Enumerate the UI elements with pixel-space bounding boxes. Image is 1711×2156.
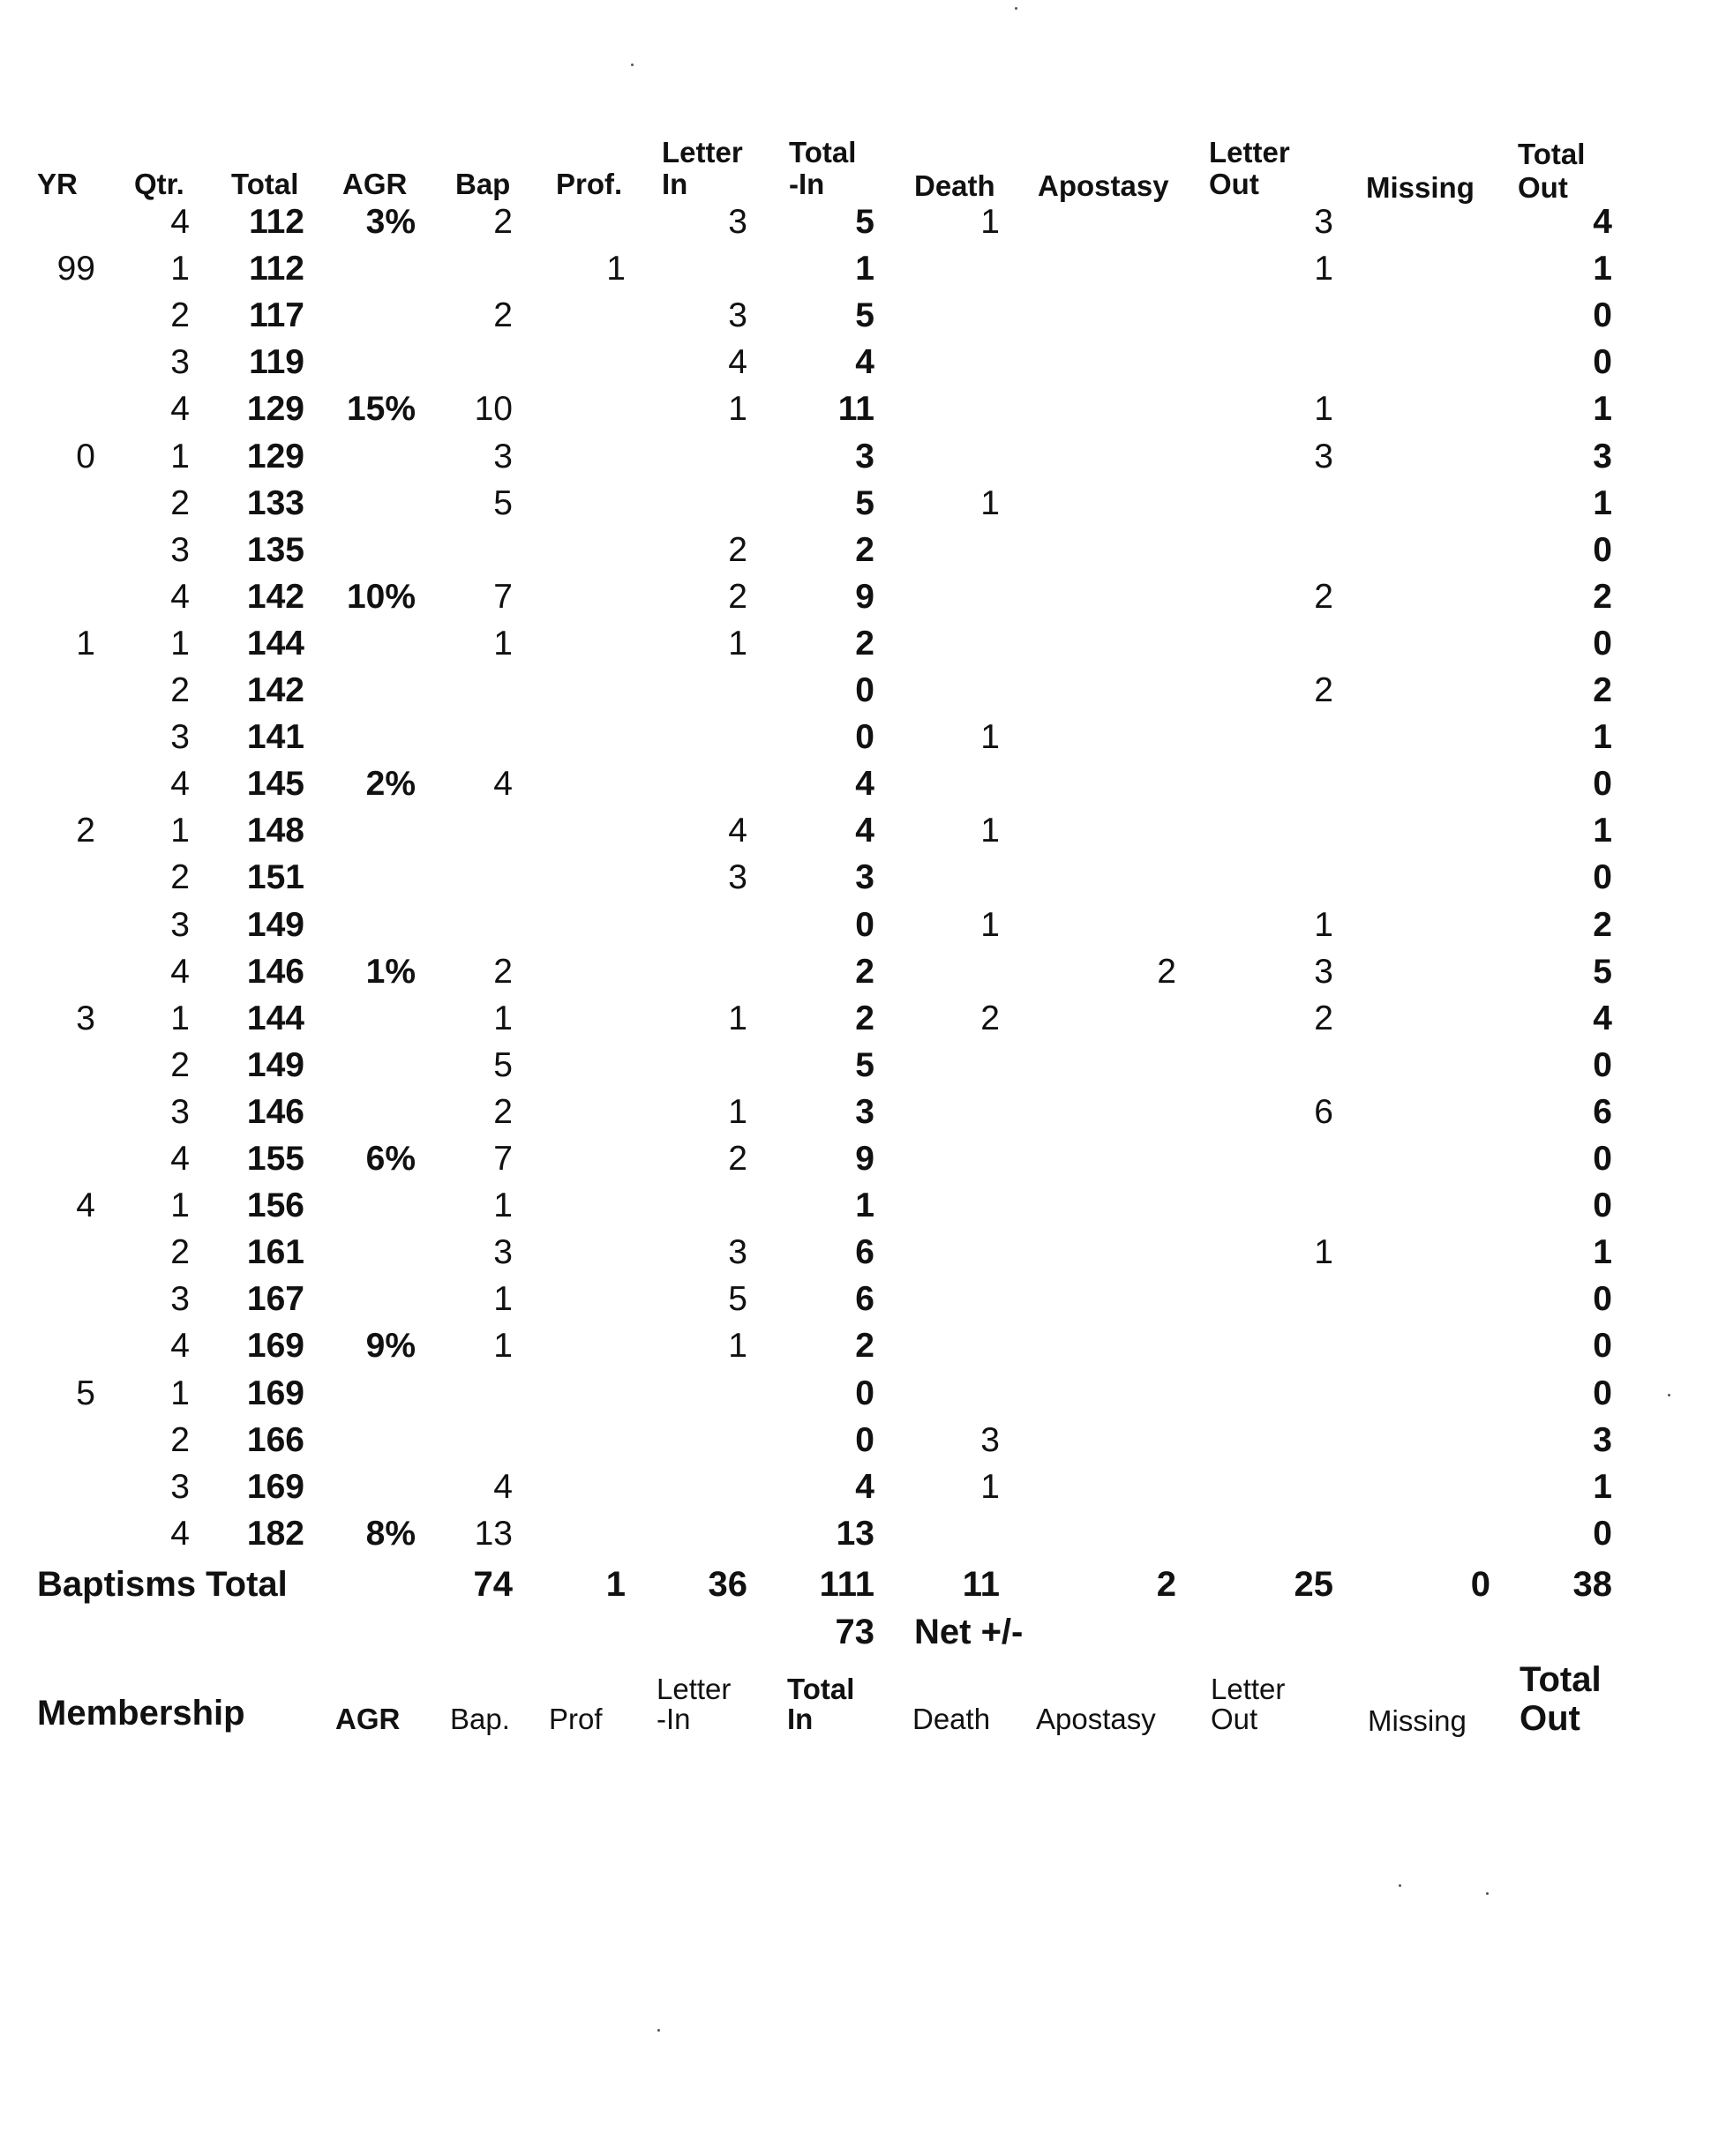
cell-letter-in: 4 — [728, 343, 747, 381]
cell-total-out: 0 — [1593, 1187, 1612, 1224]
cell-total: 129 — [246, 390, 304, 428]
header-agr: AGR — [342, 168, 408, 200]
cell-bap: 3 — [493, 1233, 513, 1271]
cell-total-in: 4 — [855, 812, 874, 850]
cell-qtr: 1 — [170, 812, 190, 850]
cell-qtr: 3 — [170, 718, 190, 756]
cell-qtr: 2 — [170, 1421, 190, 1459]
totals-bap: 74 — [473, 1565, 513, 1604]
cell-agr: 2% — [365, 765, 416, 803]
cell-total: 169 — [246, 1327, 304, 1365]
cell-yr: 3 — [76, 999, 95, 1037]
cell-total-out: 0 — [1593, 765, 1612, 803]
cell-total-out: 1 — [1593, 250, 1612, 288]
cell-qtr: 1 — [170, 999, 190, 1037]
footer-apostasy: Apostasy — [1036, 1703, 1156, 1735]
cell-total-in: 5 — [855, 1046, 874, 1084]
cell-total-out: 2 — [1593, 906, 1612, 944]
cell-qtr: 3 — [170, 1093, 190, 1131]
totals-total-in: 111 — [819, 1565, 874, 1604]
cell-qtr: 3 — [170, 1280, 190, 1318]
footer-bap: Bap. — [450, 1703, 510, 1735]
cell-bap: 1 — [493, 625, 513, 663]
cell-total: 135 — [246, 531, 304, 569]
cell-total-in: 2 — [855, 953, 874, 991]
cell-total-in: 0 — [855, 906, 874, 944]
cell-qtr: 2 — [170, 484, 190, 522]
cell-total-in: 3 — [855, 438, 874, 475]
cell-total-out: 2 — [1593, 671, 1612, 709]
cell-letter-out: 6 — [1314, 1093, 1333, 1131]
cell-total: 144 — [246, 625, 304, 663]
header-death: Death — [914, 169, 995, 202]
cell-bap: 5 — [493, 1046, 513, 1084]
cell-qtr: 1 — [170, 438, 190, 475]
cell-yr: 4 — [76, 1187, 95, 1224]
header-qtr: Qtr. — [134, 168, 184, 200]
footer-membership: Membership — [37, 1694, 245, 1733]
header-total-in-line1: Total — [789, 136, 857, 168]
net-label: Net +/- — [914, 1613, 1024, 1651]
cell-yr: 99 — [56, 250, 95, 288]
cell-letter-out: 2 — [1314, 999, 1333, 1037]
cell-letter-out: 1 — [1314, 390, 1333, 428]
cell-bap: 13 — [474, 1515, 513, 1553]
cell-total-in: 0 — [855, 1421, 874, 1459]
cell-total: 144 — [246, 999, 304, 1037]
cell-total-out: 1 — [1593, 390, 1612, 428]
cell-total: 129 — [246, 438, 304, 475]
footer-death: Death — [912, 1703, 991, 1735]
cell-qtr: 3 — [170, 906, 190, 944]
cell-letter-out: 1 — [1314, 1233, 1333, 1271]
cell-letter-in: 3 — [728, 203, 747, 241]
cell-letter-in: 1 — [728, 625, 747, 663]
cell-total: 112 — [249, 250, 304, 288]
header-total-out-line1: Total — [1518, 138, 1586, 170]
cell-letter-out: 2 — [1314, 671, 1333, 709]
header-missing: Missing — [1366, 171, 1475, 204]
cell-qtr: 4 — [170, 1515, 190, 1553]
totals-missing: 0 — [1470, 1565, 1490, 1604]
cell-total-in: 9 — [855, 1140, 874, 1178]
cell-qtr: 3 — [170, 1468, 190, 1506]
cell-total-in: 2 — [855, 1327, 874, 1365]
scan-speck — [1486, 1892, 1489, 1895]
cell-total-in: 4 — [855, 765, 874, 803]
cell-letter-out: 2 — [1314, 578, 1333, 616]
cell-qtr: 4 — [170, 390, 190, 428]
cell-prof: 1 — [606, 250, 626, 288]
header-apostasy: Apostasy — [1038, 169, 1169, 202]
cell-bap: 5 — [493, 484, 513, 522]
cell-letter-in: 3 — [728, 296, 747, 334]
footer-letter-in-line2: -In — [657, 1703, 691, 1735]
cell-total: 182 — [246, 1515, 304, 1553]
cell-total: 149 — [246, 1046, 304, 1084]
footer-total-in-line1: Total — [787, 1673, 855, 1705]
cell-letter-in: 1 — [728, 390, 747, 428]
scan-speck — [657, 2029, 660, 2032]
cell-total: 145 — [246, 765, 304, 803]
cell-total: 169 — [246, 1468, 304, 1506]
cell-agr: 9% — [365, 1327, 416, 1365]
cell-total-in: 3 — [855, 1093, 874, 1131]
header-total-in-line2: -In — [789, 168, 825, 200]
cell-total: 142 — [246, 671, 304, 709]
net-value: 73 — [835, 1613, 874, 1651]
footer-missing: Missing — [1368, 1704, 1467, 1737]
cell-total-out: 0 — [1593, 858, 1612, 896]
cell-bap: 1 — [493, 999, 513, 1037]
totals-letter-out: 25 — [1294, 1565, 1333, 1604]
cell-qtr: 4 — [170, 953, 190, 991]
cell-bap: 7 — [493, 1140, 513, 1178]
cell-total-in: 2 — [855, 999, 874, 1037]
cell-total-out: 0 — [1593, 1140, 1612, 1178]
cell-letter-out: 3 — [1314, 953, 1333, 991]
cell-qtr: 1 — [170, 1187, 190, 1224]
cell-total-out: 0 — [1593, 1327, 1612, 1365]
cell-letter-out: 3 — [1314, 438, 1333, 475]
cell-bap: 2 — [493, 1093, 513, 1131]
scan-speck — [1399, 1884, 1401, 1887]
header-total: Total — [231, 168, 299, 200]
cell-total-out: 0 — [1593, 1374, 1612, 1412]
cell-bap: 1 — [493, 1327, 513, 1365]
cell-total-in: 2 — [855, 625, 874, 663]
cell-qtr: 4 — [170, 765, 190, 803]
cell-letter-in: 5 — [728, 1280, 747, 1318]
cell-total: 142 — [246, 578, 304, 616]
footer-letter-out-line2: Out — [1211, 1703, 1258, 1735]
cell-total: 146 — [246, 953, 304, 991]
cell-bap: 2 — [493, 203, 513, 241]
cell-bap: 1 — [493, 1187, 513, 1224]
cell-total-out: 3 — [1593, 438, 1612, 475]
cell-letter-in: 3 — [728, 1233, 747, 1271]
cell-qtr: 1 — [170, 625, 190, 663]
cell-yr: 5 — [76, 1374, 95, 1412]
cell-qtr: 4 — [170, 203, 190, 241]
cell-total: 167 — [246, 1280, 304, 1318]
cell-total: 146 — [246, 1093, 304, 1131]
cell-total-out: 4 — [1593, 999, 1612, 1037]
cell-total: 156 — [246, 1187, 304, 1224]
cell-total-in: 0 — [855, 1374, 874, 1412]
cell-death: 1 — [980, 203, 1000, 241]
cell-letter-out: 3 — [1314, 203, 1333, 241]
cell-total: 133 — [246, 484, 304, 522]
cell-agr: 3% — [365, 203, 416, 241]
cell-letter-in: 1 — [728, 1093, 747, 1131]
totals-total-out: 38 — [1572, 1565, 1612, 1604]
cell-qtr: 2 — [170, 1233, 190, 1271]
cell-total-in: 6 — [855, 1233, 874, 1271]
cell-qtr: 1 — [170, 250, 190, 288]
cell-total-in: 4 — [855, 1468, 874, 1506]
cell-agr: 8% — [365, 1515, 416, 1553]
cell-total-out: 4 — [1593, 203, 1612, 241]
cell-total-in: 1 — [855, 1187, 874, 1224]
cell-total-in: 1 — [855, 250, 874, 288]
cell-total-in: 3 — [855, 858, 874, 896]
cell-total-out: 1 — [1593, 1468, 1612, 1506]
totals-death: 11 — [962, 1565, 1000, 1604]
cell-total: 112 — [249, 203, 304, 241]
cell-death: 3 — [980, 1421, 1000, 1459]
cell-bap: 10 — [474, 390, 513, 428]
cell-total-in: 5 — [855, 296, 874, 334]
cell-qtr: 2 — [170, 858, 190, 896]
cell-total: 169 — [246, 1374, 304, 1412]
cell-letter-in: 1 — [728, 999, 747, 1037]
cell-agr: 15% — [346, 390, 416, 428]
cell-total: 119 — [249, 343, 304, 381]
totals-letter-in: 36 — [708, 1565, 747, 1604]
cell-agr: 1% — [365, 953, 416, 991]
cell-total: 155 — [246, 1140, 304, 1178]
cell-letter-in: 3 — [728, 858, 747, 896]
cell-total-in: 6 — [855, 1280, 874, 1318]
cell-death: 1 — [980, 1468, 1000, 1506]
scan-speck — [631, 64, 634, 66]
totals-label: Baptisms Total — [37, 1565, 288, 1604]
footer-total-out-line1: Total — [1520, 1660, 1602, 1699]
header-letter-out-line2: Out — [1209, 168, 1259, 200]
cell-bap: 4 — [493, 765, 513, 803]
cell-total-out: 1 — [1593, 1233, 1612, 1271]
cell-letter-in: 2 — [728, 1140, 747, 1178]
footer-agr: AGR — [335, 1703, 401, 1735]
cell-death: 1 — [980, 906, 1000, 944]
footer-letter-in-line1: Letter — [657, 1673, 732, 1705]
totals-prof: 1 — [605, 1565, 626, 1604]
cell-letter-in: 4 — [728, 812, 747, 850]
footer-total-out-line2: Out — [1520, 1699, 1580, 1738]
cell-total: 149 — [246, 906, 304, 944]
cell-bap: 2 — [493, 953, 513, 991]
header-bap: Bap — [455, 168, 511, 200]
cell-total-out: 0 — [1593, 343, 1612, 381]
cell-yr: 0 — [76, 438, 95, 475]
cell-total-out: 2 — [1593, 578, 1612, 616]
cell-qtr: 2 — [170, 671, 190, 709]
cell-total: 151 — [246, 858, 304, 896]
header-total-out-line2: Out — [1518, 171, 1568, 204]
cell-total-out: 0 — [1593, 1046, 1612, 1084]
cell-total-in: 5 — [855, 203, 874, 241]
cell-bap: 3 — [493, 438, 513, 475]
cell-total-in: 5 — [855, 484, 874, 522]
cell-total-out: 0 — [1593, 1515, 1612, 1553]
cell-agr: 6% — [365, 1140, 416, 1178]
totals-apostasy: 2 — [1156, 1565, 1176, 1604]
footer-letter-out-line1: Letter — [1211, 1673, 1286, 1705]
cell-qtr: 2 — [170, 296, 190, 334]
cell-total-out: 6 — [1593, 1093, 1612, 1131]
cell-qtr: 2 — [170, 1046, 190, 1084]
cell-total-in: 11 — [837, 390, 874, 428]
cell-letter-in: 2 — [728, 531, 747, 569]
header-letter-in-line2: In — [662, 168, 688, 200]
cell-agr: 10% — [346, 578, 416, 616]
header-yr: YR — [37, 168, 78, 200]
cell-total: 141 — [246, 718, 304, 756]
footer-total-in-line2: In — [787, 1703, 814, 1735]
cell-total: 117 — [249, 296, 304, 334]
cell-qtr: 4 — [170, 1140, 190, 1178]
cell-bap: 7 — [493, 578, 513, 616]
cell-total: 166 — [246, 1421, 304, 1459]
cell-letter-out: 1 — [1314, 906, 1333, 944]
cell-death: 1 — [980, 718, 1000, 756]
cell-total: 161 — [246, 1233, 304, 1271]
cell-letter-in: 1 — [728, 1327, 747, 1365]
cell-total-in: 0 — [855, 718, 874, 756]
cell-yr: 1 — [76, 625, 95, 663]
cell-total-in: 2 — [855, 531, 874, 569]
cell-total-out: 1 — [1593, 812, 1612, 850]
footer-prof: Prof — [549, 1703, 603, 1735]
cell-death: 1 — [980, 812, 1000, 850]
cell-total-out: 3 — [1593, 1421, 1612, 1459]
header-prof: Prof. — [556, 168, 623, 200]
cell-death: 1 — [980, 484, 1000, 522]
cell-total: 148 — [246, 812, 304, 850]
cell-total-out: 0 — [1593, 625, 1612, 663]
cell-bap: 4 — [493, 1468, 513, 1506]
cell-death: 2 — [980, 999, 1000, 1037]
cell-apostasy: 2 — [1157, 953, 1176, 991]
cell-letter-in: 2 — [728, 578, 747, 616]
cell-total-in: 13 — [836, 1515, 874, 1553]
cell-total-in: 9 — [855, 578, 874, 616]
scan-speck — [1668, 1394, 1670, 1396]
cell-letter-out: 1 — [1314, 250, 1333, 288]
header-letter-in-line1: Letter — [662, 136, 743, 168]
cell-total-out: 0 — [1593, 531, 1612, 569]
cell-qtr: 4 — [170, 1327, 190, 1365]
cell-total-out: 0 — [1593, 296, 1612, 334]
cell-qtr: 3 — [170, 343, 190, 381]
scan-speck — [1015, 7, 1017, 10]
cell-total-out: 1 — [1593, 718, 1612, 756]
cell-yr: 2 — [76, 812, 95, 850]
cell-qtr: 3 — [170, 531, 190, 569]
cell-total-in: 4 — [855, 343, 874, 381]
cell-qtr: 4 — [170, 578, 190, 616]
header-letter-out-line1: Letter — [1209, 136, 1290, 168]
cell-total-out: 1 — [1593, 484, 1612, 522]
cell-bap: 2 — [493, 296, 513, 334]
cell-qtr: 1 — [170, 1374, 190, 1412]
cell-total-out: 5 — [1593, 953, 1612, 991]
cell-bap: 1 — [493, 1280, 513, 1318]
cell-total-out: 0 — [1593, 1280, 1612, 1318]
cell-total-in: 0 — [855, 671, 874, 709]
